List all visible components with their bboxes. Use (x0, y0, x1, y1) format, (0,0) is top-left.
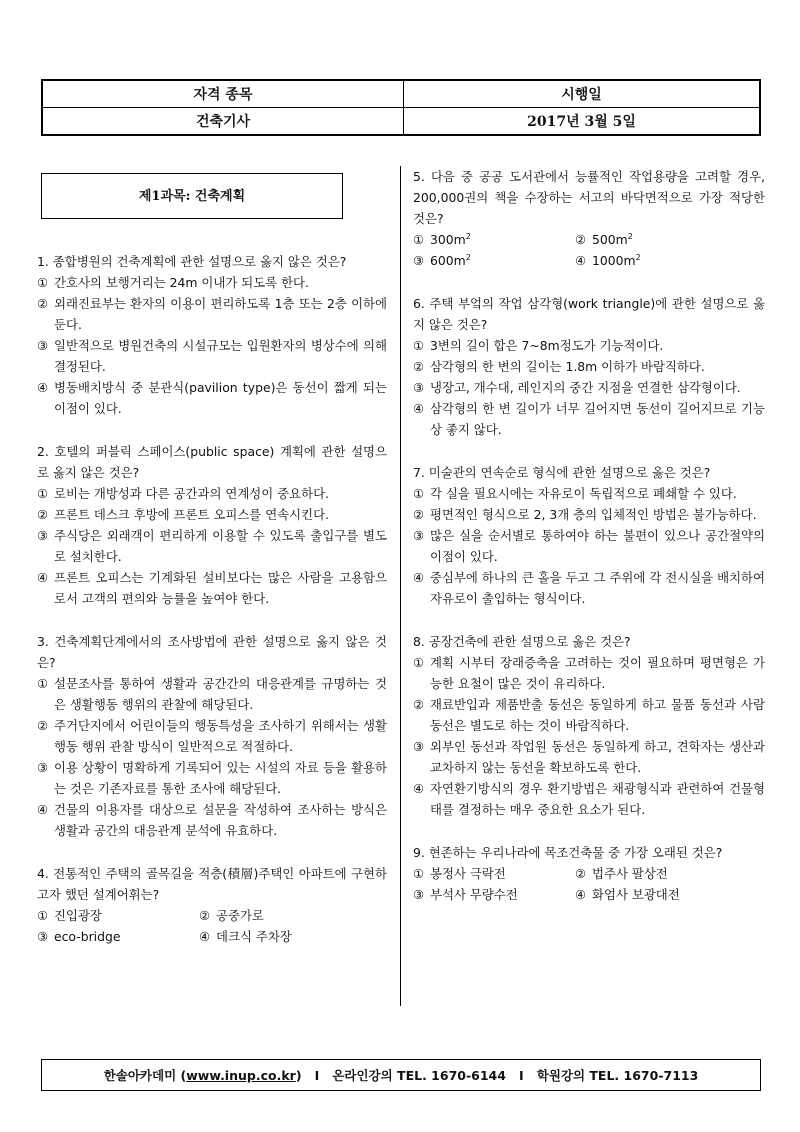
option-superscript: 2 (465, 252, 471, 262)
option-number: ② (413, 359, 425, 374)
answer-option[interactable] (575, 884, 765, 905)
option-number: ② (413, 697, 425, 712)
answer-option[interactable] (575, 229, 765, 250)
option-text-value: 3변의 길이 합은 7~8m정도가 기능적이다. (430, 338, 664, 353)
option-text (430, 504, 765, 525)
question-stem: 5. 다음 중 공공 도서관에서 능률적인 작업용량을 고려할 경우, 200,000권의 책을 수장하는 서고의 바닥면적으로 가장 적당한 것은? (413, 169, 765, 226)
option-text (54, 757, 387, 799)
question-item (413, 166, 765, 271)
question-stem: 3. 건축계획단계에서의 조사방법에 관한 설명으로 옳지 않은 것은? (37, 634, 387, 670)
option-text (430, 778, 765, 820)
answer-option[interactable] (413, 250, 575, 271)
option-text (592, 863, 765, 884)
option-number: ③ (37, 528, 49, 543)
option-text-value: 프론트 오피스는 기계화된 설비보다는 많은 사람을 고용함으로서 고객의 편의와 능률을 높여야 한다. (54, 570, 387, 606)
question-item (413, 631, 765, 820)
option-text-value: 봉정사 극락전 (430, 866, 506, 881)
option-text-value: 삼각형의 한 변 길이가 너무 길어지면 동선이 길어지므로 기능상 좋지 않다. (430, 401, 765, 437)
option-number: ② (37, 507, 49, 522)
option-text (430, 398, 765, 440)
option-text (430, 567, 765, 609)
header-col1-label: 자격 종목 (42, 80, 404, 108)
option-number: ④ (575, 253, 587, 268)
option-number: ① (413, 655, 425, 670)
option-number: ④ (413, 401, 425, 416)
option-text-value: 설문조사를 통하여 생활과 공간간의 대응관계를 규명하는 것은 생활행동 행위의 관찰에 해당된다. (54, 676, 387, 712)
option-text (54, 567, 387, 609)
option-number: ① (413, 866, 425, 881)
option-text (54, 483, 387, 504)
option-text (430, 694, 765, 736)
option-text-value: 300m (430, 232, 466, 247)
option-number: ③ (37, 338, 49, 353)
option-number: ④ (413, 781, 425, 796)
option-number: ② (575, 232, 587, 247)
answer-option[interactable] (37, 673, 387, 715)
option-text (430, 863, 575, 884)
option-number: ② (413, 507, 425, 522)
option-number: ① (37, 486, 49, 501)
answer-option[interactable] (37, 293, 387, 335)
option-text-value: 계획 시부터 장래증축을 고려하는 것이 필요하며 평면형은 가능한 요철이 많은 것이 유리하다. (430, 655, 765, 691)
option-number: ③ (413, 739, 425, 754)
option-number: ② (37, 718, 49, 733)
footer-bar: 한솔아카데미 ( www.inup.co.kr ) I 온라인강의 TEL. 1670-6144 I 학원강의 TEL. 1670-7113 (41, 1059, 761, 1091)
answer-option[interactable] (575, 250, 765, 271)
option-text (430, 652, 765, 694)
option-number: ③ (37, 760, 49, 775)
option-text-value: 평면적인 형식으로 2, 3개 층의 입체적인 방법은 불가능하다. (430, 507, 757, 522)
column-divider (400, 166, 401, 1006)
answer-option[interactable] (413, 736, 765, 778)
option-text (54, 335, 387, 377)
answer-option[interactable] (413, 694, 765, 736)
answer-option[interactable] (37, 905, 199, 926)
question-stem: 7. 미술관의 연속순로 형식에 관한 설명으로 옳은 것은? (413, 465, 711, 480)
answer-option[interactable] (37, 567, 387, 609)
option-text (430, 250, 575, 271)
footer-name: 한솔아카데미 (103, 1068, 177, 1083)
option-grid (413, 863, 765, 905)
option-text-value: 로비는 개방성과 다른 공간과의 연계성이 중요하다. (54, 486, 329, 501)
answer-option[interactable] (413, 335, 765, 356)
option-number: ① (413, 486, 425, 501)
option-text-value: 이용 상황이 명확하게 기록되어 있는 시설의 자료 등을 활용하는 것은 기존자료를 통한 조사에 해당된다. (54, 760, 387, 796)
option-text-value: 냉장고, 개수대, 레인지의 중간 지점을 연결한 삼각형이다. (430, 380, 741, 395)
answer-option[interactable] (199, 926, 387, 947)
option-number: ④ (37, 802, 49, 817)
question-stem: 9. 현존하는 우리나라에 목조건축물 중 가장 오래된 것은? (413, 845, 723, 860)
answer-option[interactable] (37, 335, 387, 377)
answer-option[interactable] (413, 356, 765, 377)
option-number: ② (575, 866, 587, 881)
option-text (54, 905, 199, 926)
answer-option[interactable] (413, 567, 765, 609)
option-text (54, 525, 387, 567)
answer-option[interactable] (37, 272, 387, 293)
option-text (430, 356, 765, 377)
question-item (37, 251, 387, 419)
exam-header-table (41, 79, 761, 136)
question-item (37, 631, 387, 841)
option-text-value: 주거단지에서 어린이들의 행동특성을 조사하기 위해서는 생활행동 행위 관찰 방식이 일반적으로 적절하다. (54, 718, 387, 754)
question-item (413, 462, 765, 609)
option-text-value: 진입광장 (54, 908, 102, 923)
option-number: ③ (413, 253, 425, 268)
answer-option[interactable] (37, 377, 387, 419)
answer-option[interactable] (413, 504, 765, 525)
header-col2-label: 시행일 (404, 80, 761, 108)
option-text (430, 525, 765, 567)
answer-option[interactable] (413, 229, 575, 250)
option-text-value: 삼각형의 한 변의 길이는 1.8m 이하가 바람직하다. (430, 359, 705, 374)
option-text-value: 500m (592, 232, 628, 247)
option-text (430, 483, 765, 504)
option-number: ① (37, 676, 49, 691)
question-item (37, 863, 387, 947)
option-text-value: 1000m (592, 253, 636, 268)
option-text (592, 884, 765, 905)
option-text (430, 884, 575, 905)
option-number: ④ (37, 380, 49, 395)
option-text-value: 데크식 주차장 (216, 929, 292, 944)
option-grid (37, 905, 387, 947)
answer-option[interactable] (413, 884, 575, 905)
option-text-value: eco-bridge (54, 929, 121, 944)
option-number: ④ (37, 570, 49, 585)
option-text (54, 293, 387, 335)
answer-option[interactable] (413, 525, 765, 567)
option-text (216, 905, 387, 926)
option-text (430, 736, 765, 778)
answer-option[interactable] (413, 398, 765, 440)
option-text-value: 각 실을 필요시에는 자유로이 독립적으로 폐쇄할 수 있다. (430, 486, 737, 501)
option-number: ① (413, 232, 425, 247)
option-text (592, 229, 765, 250)
answer-option[interactable] (37, 715, 387, 757)
option-text (216, 926, 387, 947)
option-text (54, 504, 387, 525)
answer-option[interactable] (37, 504, 387, 525)
option-number: ② (37, 296, 49, 311)
option-text-value: 법주사 팔상전 (592, 866, 668, 881)
right-column (413, 166, 765, 927)
answer-option[interactable] (413, 863, 575, 884)
footer-separator-2: I (519, 1067, 524, 1083)
option-text (54, 377, 387, 419)
header-col1-value: 건축기사 (42, 108, 404, 136)
answer-option[interactable] (413, 652, 765, 694)
option-superscript: 2 (635, 252, 641, 262)
question-item (37, 441, 387, 609)
answer-option[interactable] (37, 483, 387, 504)
option-text-value: 화엄사 보광대전 (592, 887, 680, 902)
option-text-value: 일반적으로 병원건축의 시설규모는 입원환자의 병상수에 의해 결정된다. (54, 338, 387, 374)
answer-option[interactable] (199, 905, 387, 926)
answer-option[interactable] (413, 778, 765, 820)
option-text-value: 자연환기방식의 경우 환기방법은 채광형식과 관련하여 건물형태를 결정하는 매우 중요한 요소가 된다. (430, 781, 765, 817)
option-text-value: 외래진료부는 환자의 이용이 편리하도록 1층 또는 2층 이하에 둔다. (54, 296, 387, 332)
option-text (592, 250, 765, 271)
option-text-value: 재료반입과 제품반출 동선은 동일하게 하고 물품 동선과 사람 동선은 별도로 하는 것이 바람직하다. (430, 697, 765, 733)
right-question-list (413, 166, 765, 905)
answer-option[interactable] (37, 926, 199, 947)
option-number: ③ (37, 929, 49, 944)
option-number: ② (199, 908, 211, 923)
option-text-value: 건물의 이용자를 대상으로 설문을 작성하여 조사하는 방식은 생활과 공간의 대응관계 분석에 유효하다. (54, 802, 387, 838)
option-superscript: 2 (465, 231, 471, 241)
option-text-value: 600m (430, 253, 466, 268)
option-number: ④ (199, 929, 211, 944)
option-number: ④ (575, 887, 587, 902)
option-number: ① (37, 908, 49, 923)
option-grid (413, 229, 765, 271)
option-number: ④ (413, 570, 425, 585)
option-text-value: 중심부에 하나의 큰 홀을 두고 그 주위에 각 전시실을 배치하여 자유로이 출입하는 형식이다. (430, 570, 765, 606)
question-stem: 2. 호텔의 퍼블릭 스페이스(public space) 계획에 관한 설명으로 옳지 않은 것은? (37, 444, 387, 480)
question-stem: 6. 주택 부엌의 작업 삼각형(work triangle)에 관한 설명으로 옳지 않은 것은? (413, 296, 765, 332)
option-number: ① (37, 275, 49, 290)
option-text-value: 프론트 데스크 후방에 프론트 오피스를 연속시킨다. (54, 507, 329, 522)
answer-option[interactable] (413, 377, 765, 398)
option-text-value: 주식당은 외래객이 편리하게 이용할 수 있도록 출입구를 별도로 설치한다. (54, 528, 387, 564)
option-text-value: 간호사의 보행거리는 24m 이내가 되도록 한다. (54, 275, 309, 290)
answer-option[interactable] (413, 483, 765, 504)
footer-offline: 학원강의 TEL. 1670-7113 (536, 1068, 699, 1083)
footer-url[interactable]: www.inup.co.kr (186, 1067, 296, 1083)
answer-option[interactable] (37, 525, 387, 567)
option-superscript: 2 (627, 231, 633, 241)
question-stem: 4. 전통적인 주택의 골목길을 적층(積層)주택인 아파트에 구현하고자 했던 설계어휘는? (37, 866, 387, 902)
option-text-value: 외부인 동선과 작업원 동선은 동일하게 하고, 견학자는 생산과 교차하지 않는 동선을 확보하도록 한다. (430, 739, 765, 775)
option-number: ③ (413, 887, 425, 902)
option-text (430, 229, 575, 250)
left-question-list (37, 251, 387, 947)
footer-online: 온라인강의 TEL. 1670-6144 (332, 1068, 506, 1083)
option-number: ③ (413, 528, 425, 543)
question-stem: 1. 종합병원의 건축계획에 관한 설명으로 옳지 않은 것은? (37, 254, 347, 269)
option-text (430, 335, 765, 356)
question-item (413, 293, 765, 440)
question-item (413, 842, 765, 905)
option-text-value: 공중가로 (216, 908, 264, 923)
subject-title: 제1과목: 건축계획 (41, 173, 343, 219)
option-text (54, 673, 387, 715)
option-text (54, 926, 199, 947)
left-column (37, 166, 387, 969)
option-text (54, 799, 387, 841)
option-text-value: 병동배치방식 중 분관식(pavilion type)은 동선이 짧게 되는 이점이 있다. (54, 380, 387, 416)
answer-option[interactable] (575, 863, 765, 884)
header-col2-value: 2017년 3월 5일 (404, 108, 761, 136)
option-text (54, 715, 387, 757)
option-text-value: 부석사 무량수전 (430, 887, 518, 902)
question-stem: 8. 공장건축에 관한 설명으로 옳은 것은? (413, 634, 631, 649)
option-number: ③ (413, 380, 425, 395)
option-text (54, 272, 387, 293)
option-text (430, 377, 765, 398)
answer-option[interactable] (37, 799, 387, 841)
answer-option[interactable] (37, 757, 387, 799)
option-text-value: 많은 실을 순서별로 통하여야 하는 불편이 있으나 공간절약의 이점이 있다. (430, 528, 765, 564)
footer-separator: I (314, 1067, 320, 1083)
option-number: ① (413, 338, 425, 353)
